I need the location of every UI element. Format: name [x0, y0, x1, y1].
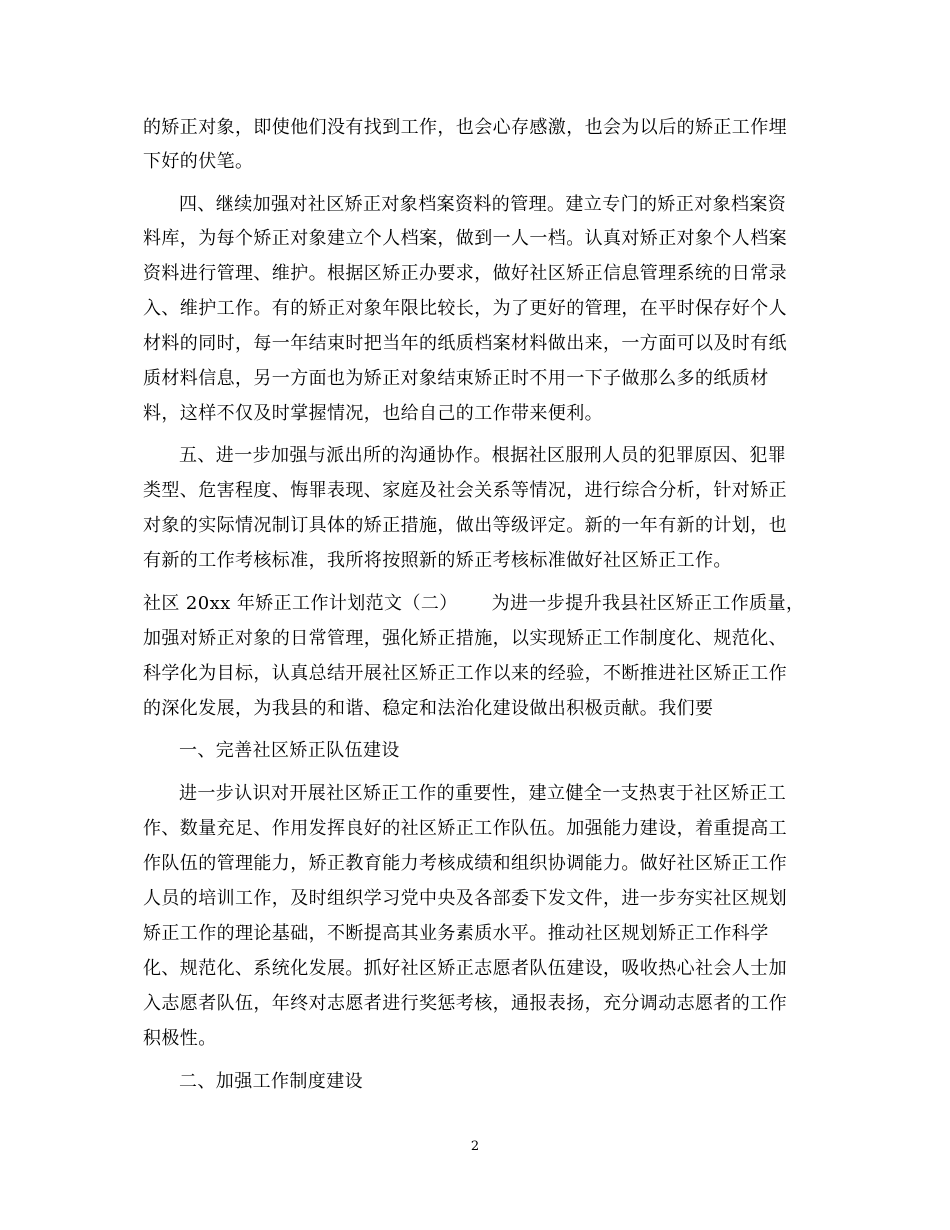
text-line: 积极性。 — [143, 1028, 217, 1049]
text-line: 人员的培训工作，及时组织学习党中央及各部委下发文件，进一步夯实社区规划 — [143, 888, 787, 909]
text-line: 下好的伏笔。 — [143, 151, 254, 172]
text-line: 料，这样不仅及时掌握情况，也给自己的工作带来便利。 — [143, 403, 603, 424]
text-line: 化、规范化、系统化发展。抓好社区矫正志愿者队伍建设，吸收热心社会人士加 — [143, 958, 787, 979]
text-line: 加强对矫正对象的日常管理，强化矫正措施，以实现矫正工作制度化、规范化、 — [143, 628, 787, 649]
text-line: 五、进一步加强与派出所的沟通协作。根据社区服刑人员的犯罪原因、犯罪 — [179, 445, 787, 466]
text-line: 质材料信息，另一方面也为矫正对象结束矫正时不用一下子做那么多的纸质材 — [143, 368, 769, 389]
text-line: 资料进行管理、维护。根据区矫正办要求，做好社区矫正信息管理系统的日常录 — [143, 263, 787, 284]
text-line: 对象的实际情况制订具体的矫正措施，做出等级评定。新的一年有新的计划，也 — [143, 515, 787, 536]
section-heading: 二、加强工作制度建设 — [179, 1071, 363, 1092]
text-line: 科学化为目标，认真总结开展社区矫正工作以来的经验，不断推进社区矫正工作 — [143, 663, 787, 684]
section-heading: 一、完善社区矫正队伍建设 — [179, 740, 400, 761]
text-line: 料库，为每个矫正对象建立个人档案，做到一人一档。认真对矫正对象个人档案 — [143, 228, 787, 249]
text-line: 作队伍的管理能力，矫正教育能力考核成绩和组织协调能力。做好社区矫正工作 — [143, 853, 787, 874]
text-line: 入志愿者队伍，年终对志愿者进行奖惩考核，通报表扬，充分调动志愿者的工作 — [143, 993, 787, 1014]
text-line: 矫正工作的理论基础，不断提高其业务素质水平。推动社区规划矫正工作科学 — [143, 923, 769, 944]
text-line: 进一步认识对开展社区矫正工作的重要性，建立健全一支热衷于社区矫正工 — [179, 783, 787, 804]
text-line: 有新的工作考核标准，我所将按照新的矫正考核标准做好社区矫正工作。 — [143, 550, 732, 571]
text-line: 作、数量充足、作用发挥良好的社区矫正工作队伍。加强能力建设，着重提高工 — [143, 818, 787, 839]
page-number: 2 — [470, 1139, 480, 1154]
section-heading-line: 社区 20xx 年矫正工作计划范文（二） 为进一步提升我县社区矫正工作质量， — [143, 593, 805, 614]
text-line: 类型、危害程度、悔罪表现、家庭及社会关系等情况，进行综合分析，针对矫正 — [143, 480, 787, 501]
text-line: 四、继续加强对社区矫正对象档案资料的管理。建立专门的矫正对象档案资 — [179, 194, 787, 215]
text-line: 的深化发展，为我县的和谐、稳定和法治化建设做出积极贡献。我们要 — [143, 698, 714, 719]
text-line: 材料的同时，每一年结束时把当年的纸质档案材料做出来，一方面可以及时有纸 — [143, 333, 787, 354]
text-line: 入、维护工作。有的矫正对象年限比较长，为了更好的管理，在平时保存好个人 — [143, 298, 787, 319]
text-line: 的矫正对象，即使他们没有找到工作，也会心存感激，也会为以后的矫正工作埋 — [143, 117, 787, 138]
